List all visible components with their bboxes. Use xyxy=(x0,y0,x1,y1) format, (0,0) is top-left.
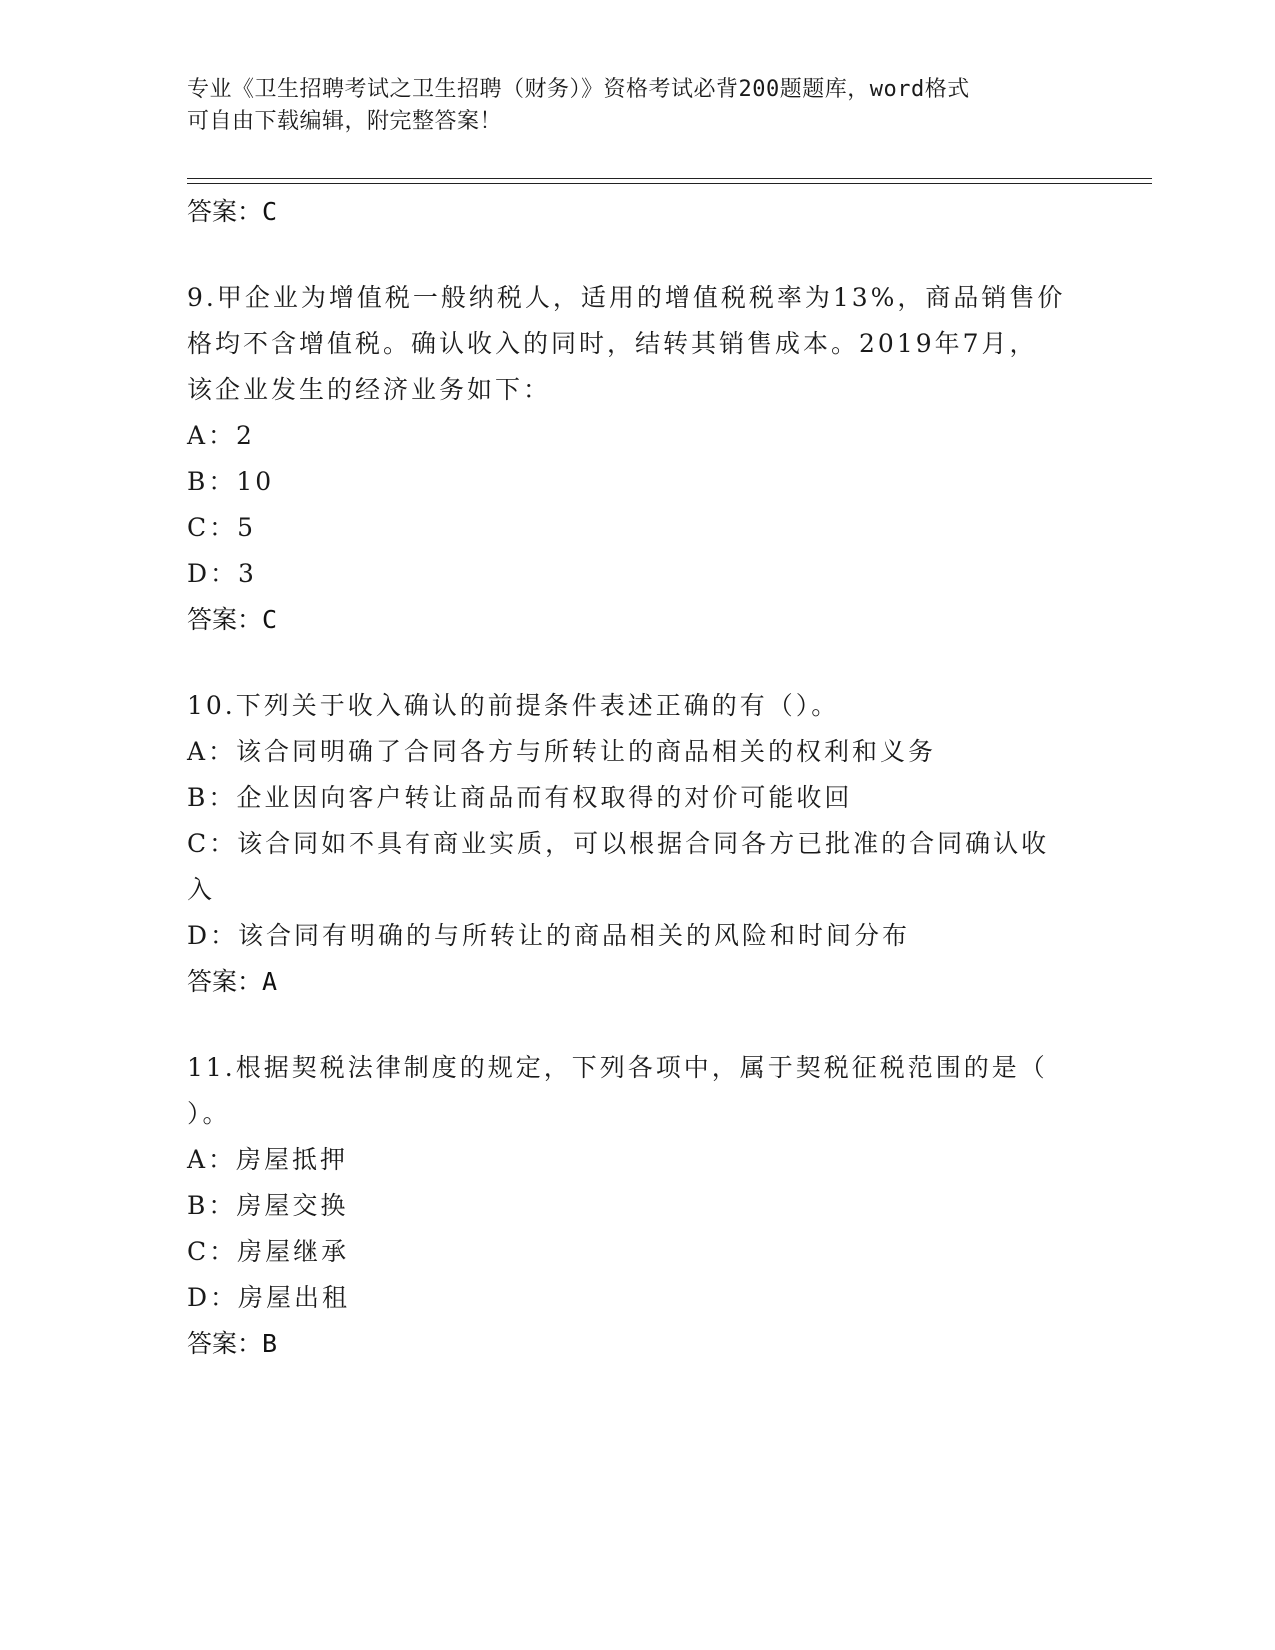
option-c-continued: 入 xyxy=(187,875,216,904)
option-c: C：该合同如不具有商业实质，可以根据合同各方已批准的合同确认收 xyxy=(187,829,1050,858)
option-b: B：10 xyxy=(187,467,275,496)
header-line-1: 专业《卫生招聘考试之卫生招聘（财务）》资格考试必背200题题库，word格式 xyxy=(187,77,970,102)
option-d: D：房屋出租 xyxy=(187,1283,351,1312)
answer-9: 答案：C xyxy=(187,605,278,634)
answer-10: 答案：A xyxy=(187,967,278,996)
option-b: B：房屋交换 xyxy=(187,1191,349,1220)
question-text-line: 10.下列关于收入确认的前提条件表述正确的有（）。 xyxy=(187,691,840,720)
question-text-line: 该企业发生的经济业务如下： xyxy=(187,375,552,404)
previous-answer: 答案：C xyxy=(187,197,278,226)
page-header xyxy=(187,74,1087,138)
header-line-2: 可自由下载编辑，附完整答案！ xyxy=(187,109,503,134)
option-a: A：房屋抵押 xyxy=(187,1145,349,1174)
question-text-line: 11.根据契税法律制度的规定，下列各项中，属于契税征税范围的是（ xyxy=(187,1053,1048,1082)
question-11 xyxy=(187,1045,1087,1321)
header-divider-bottom xyxy=(187,183,1152,184)
option-b: B：企业因向客户转让商品而有权取得的对价可能收回 xyxy=(187,783,853,812)
option-d: D：该合同有明确的与所转让的商品相关的风险和时间分布 xyxy=(187,921,911,950)
option-c: C：5 xyxy=(187,513,257,542)
question-10 xyxy=(187,683,1087,959)
spacer xyxy=(187,1005,1087,1045)
answer-11: 答案：B xyxy=(187,1329,278,1358)
option-c: C：房屋继承 xyxy=(187,1237,350,1266)
question-text-line: ）。 xyxy=(187,1099,231,1128)
question-list xyxy=(187,189,1087,1367)
header-divider-top xyxy=(187,178,1152,179)
question-text-line: 格均不含增值税。确认收入的同时，结转其销售成本。2019年7月， xyxy=(187,329,1038,358)
question-9 xyxy=(187,275,1087,597)
question-text-line: 9.甲企业为增值税一般纳税人，适用的增值税税率为13%，商品销售价 xyxy=(187,283,1066,312)
option-d: D：3 xyxy=(187,559,257,588)
spacer xyxy=(187,235,1087,275)
option-a: A：该合同明确了合同各方与所转让的商品相关的权利和义务 xyxy=(187,737,937,766)
spacer xyxy=(187,643,1087,683)
option-a: A：2 xyxy=(187,421,255,450)
